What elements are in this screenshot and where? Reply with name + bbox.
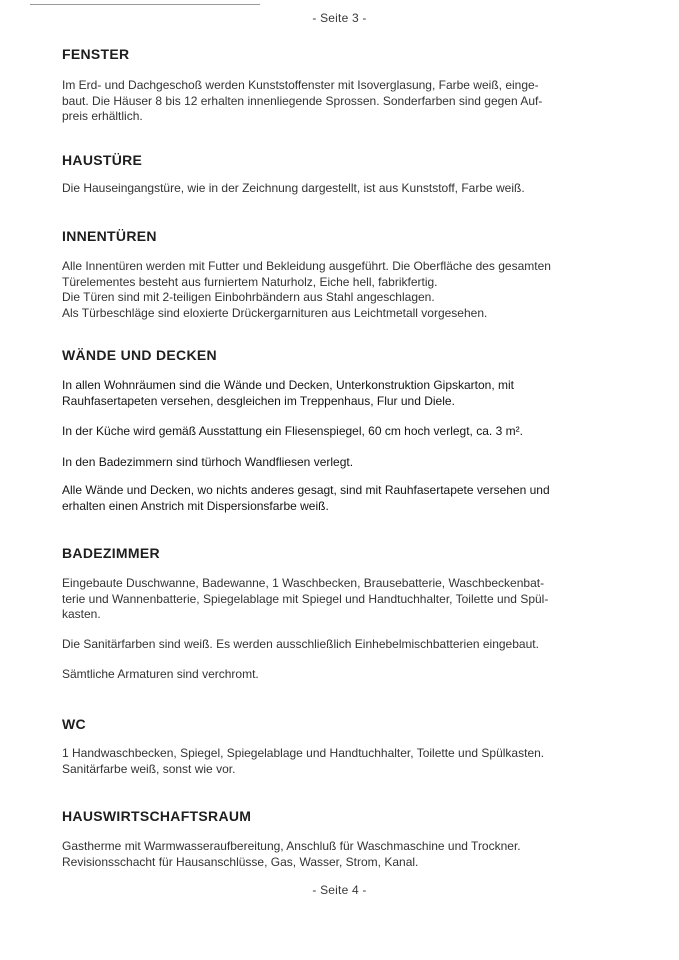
section-title-fenster: FENSTER — [62, 46, 130, 62]
section-title-waende-decken: WÄNDE UND DECKEN — [62, 347, 217, 363]
section-title-haustuere: HAUSTÜRE — [62, 152, 143, 168]
wc-paragraph: 1 Handwaschbecken, Spiegel, Spiegelablage und Handtuchhalter, Toilette und Spülkasten. Sanitärfarbe weiß, sonst wie vor. — [62, 746, 545, 776]
badezimmer-paragraph-2: Die Sanitärfarben sind weiß. Es werden ausschließlich Einhebelmischbatterien eingebaut. — [62, 637, 539, 651]
section-title-hauswirtschaftsraum: HAUSWIRTSCHAFTSRAUM — [62, 808, 252, 824]
fenster-paragraph: Im Erd- und Dachgeschoß werden Kunststoffenster mit Isoverglasung, Farbe weiß, einge- baut. Die Häuser 8 bis 12 erhalten innenliegende Sprossen. Sonderfarben sind gegen Auf- preis erhältlich. — [62, 78, 543, 123]
badezimmer-paragraph-1: Eingebaute Duschwanne, Badewanne, 1 Waschbecken, Brausebatterie, Waschbeckenbat- terie und Wannenbatterie, Spiegelablage mit Spiegel und Handtuchhalter, Toilette und Spül- kasten. — [62, 576, 549, 621]
page-number-bottom: - Seite 4 - — [312, 883, 367, 897]
top-rule — [30, 4, 260, 5]
section-title-innentueren: INNENTÜREN — [62, 228, 157, 244]
waende-paragraph-2: In der Küche wird gemäß Ausstattung ein Fliesenspiegel, 60 cm hoch verlegt, ca. 3 m². — [62, 424, 523, 438]
waende-paragraph-3: In den Badezimmern sind türhoch Wandfliesen verlegt. — [62, 455, 354, 469]
haustuere-paragraph: Die Hauseingangstüre, wie in der Zeichnung dargestellt, ist aus Kunststoff, Farbe weiß. — [62, 181, 525, 195]
page-number-top: - Seite 3 - — [312, 11, 367, 25]
waende-paragraph-1: In allen Wohnräumen sind die Wände und Decken, Unterkonstruktion Gipskarton, mit Rauhfasertapeten versehen, desgleichen im Treppenhaus, Flur und Diele. — [62, 378, 515, 408]
waende-paragraph-4: Alle Wände und Decken, wo nichts anderes gesagt, sind mit Rauhfasertapete versehen und erhalten einen Anstrich mit Dispersionsfarbe weiß. — [62, 483, 550, 513]
section-title-wc: WC — [62, 716, 86, 732]
badezimmer-paragraph-3: Sämtliche Armaturen sind verchromt. — [62, 667, 259, 681]
hauswirtschaftsraum-paragraph: Gastherme mit Warmwasseraufbereitung, Anschluß für Waschmaschine und Trockner. Revisionsschacht für Hausanschlüsse, Gas, Wasser, Strom, Kanal. — [62, 839, 521, 869]
innentueren-paragraph: Alle Innentüren werden mit Futter und Bekleidung ausgeführt. Die Oberfläche des gesamten Türelementes besteht aus furniertem Naturholz, Eiche hell, fabrikfertig. Die Türen sind mit 2-teiligen Einbohrbändern aus Stahl angeschlagen. Als Türbeschläge sind eloxierte Drückergarnituren aus Leichtmetall vorgesehen. — [62, 259, 551, 320]
section-title-badezimmer: BADEZIMMER — [62, 545, 160, 561]
